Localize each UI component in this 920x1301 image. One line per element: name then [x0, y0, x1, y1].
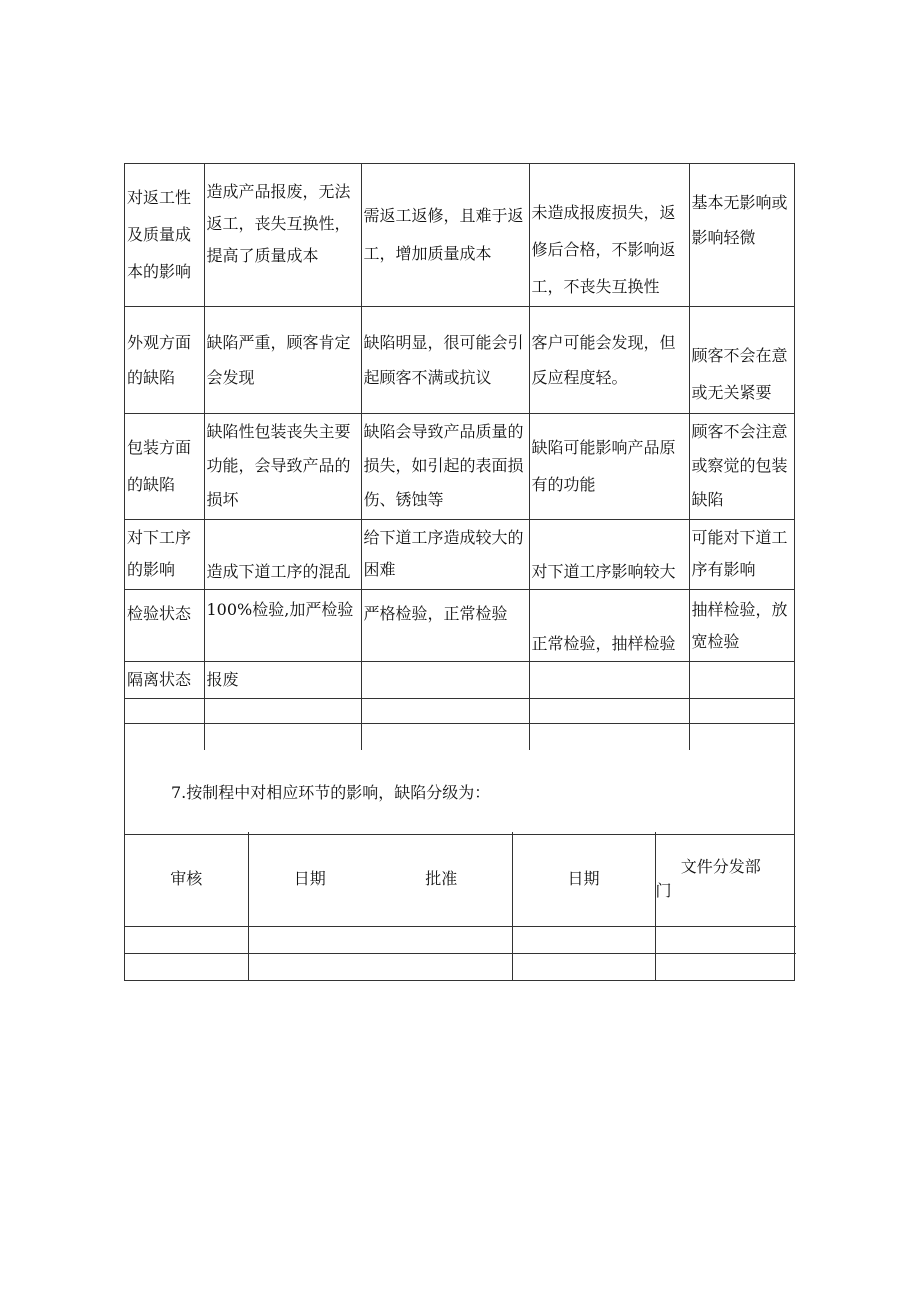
grade-cell: 顾客不会注意或察觉的包装缺陷	[689, 413, 794, 519]
grade-cell: 未造成报废损失，返修后合格，不影响返工，不丧失互换性	[529, 164, 689, 306]
grade-cell: 缺陷明显，很可能会引起顾客不满或抗议	[361, 306, 529, 413]
grade-cell: 基本无影响或影响轻微	[689, 164, 794, 306]
dept-label-line1: 文件分发部	[680, 856, 761, 876]
grade-cell	[361, 661, 529, 698]
grade-cell	[529, 661, 689, 698]
approval-header-row	[125, 832, 796, 926]
approval-row-empty	[125, 926, 796, 953]
defect-grading-table	[125, 164, 794, 750]
table-row	[125, 589, 794, 661]
grade-cell: 缺陷性包装丧失主要功能，会导致产品的损坏	[204, 413, 361, 519]
note-row	[125, 750, 794, 834]
row-label-next-process: 对下工序的影响	[125, 519, 204, 589]
row-label-inspection: 检验状态	[125, 589, 204, 661]
grade-cell: 造成下道工序的混乱	[204, 519, 361, 589]
table-row	[125, 413, 794, 519]
row-label-appearance: 外观方面的缺陷	[125, 306, 204, 413]
grade-cell: 给下道工序造成较大的困难	[361, 519, 529, 589]
date-label-1: 日期	[248, 832, 371, 926]
grade-cell: 需返工返修，且难于返工，增加质量成本	[361, 164, 529, 306]
row-label-isolation: 隔离状态	[125, 661, 204, 698]
approval-table-box	[124, 832, 795, 981]
grade-cell: 抽样检验，放宽检验	[689, 589, 794, 661]
date-label-2: 日期	[512, 832, 655, 926]
table-row-empty	[125, 698, 794, 723]
table-row	[125, 519, 794, 589]
grade-cell	[689, 661, 794, 698]
dept-label-line2: 门	[655, 880, 672, 900]
grading-table-box	[124, 163, 795, 835]
review-label: 审核	[125, 832, 248, 926]
grade-cell: 报废	[204, 661, 361, 698]
table-row	[125, 661, 794, 698]
approval-table	[125, 832, 796, 980]
grading-note: 7.按制程中对相应环节的影响，缺陷分级为：	[171, 783, 491, 802]
table-row-empty	[125, 723, 794, 750]
grade-cell: 100%检验,加严检验	[204, 589, 361, 661]
grade-cell: 对下道工序影响较大	[529, 519, 689, 589]
grade-cell: 顾客不会在意或无关紧要	[689, 306, 794, 413]
grade-cell: 缺陷严重，顾客肯定会发现	[204, 306, 361, 413]
grade-cell: 缺陷会导致产品质量的损失，如引起的表面损伤、锈蚀等	[361, 413, 529, 519]
grade-cell: 缺陷可能影响产品原有的功能	[529, 413, 689, 519]
table-row	[125, 306, 794, 413]
distribution-dept-label	[655, 832, 796, 926]
grade-cell: 严格检验，正常检验	[361, 589, 529, 661]
grade-cell: 正常检验，抽样检验	[529, 589, 689, 661]
grade-cell: 造成产品报废，无法返工，丧失互换性，提高了质量成本	[204, 164, 361, 306]
approve-label: 批准	[371, 832, 512, 926]
table-row	[125, 164, 794, 306]
row-label-rework: 对返工性及质量成本的影响	[125, 164, 204, 306]
grade-cell: 可能对下道工序有影响	[689, 519, 794, 589]
row-label-packaging: 包装方面的缺陷	[125, 413, 204, 519]
grade-cell: 客户可能会发现，但反应程度轻。	[529, 306, 689, 413]
approval-row-empty	[125, 953, 796, 980]
